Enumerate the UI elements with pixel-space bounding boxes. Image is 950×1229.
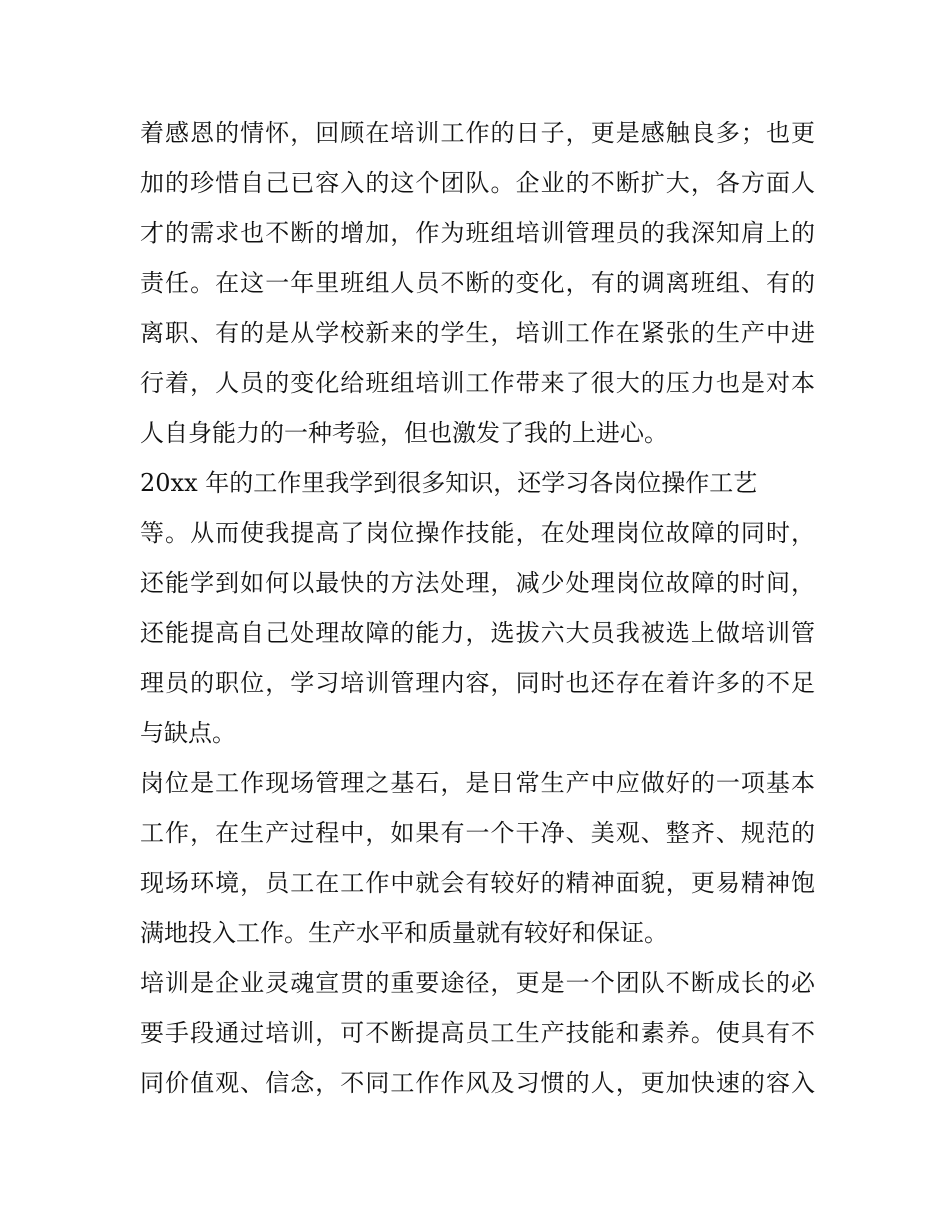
- text-line: 加的珍惜自己已容入的这个团队。企业的不断扩大，各方面人: [140, 169, 815, 197]
- text-line: 责任。在这一年里班组人员不断的变化，有的调离班组、有的: [140, 269, 815, 297]
- text-line: 现场环境，员工在工作中就会有较好的精神面貌，更易精神饱: [140, 869, 815, 897]
- text-line: 还能提高自己处理故障的能力，选拔六大员我被选上做培训管: [140, 619, 815, 647]
- text-line: 还能学到如何以最快的方法处理，减少处理岗位故障的时间，: [140, 569, 815, 597]
- text-line: 要手段通过培训，可不断提高员工生产技能和素养。使具有不: [140, 1019, 815, 1047]
- text-line: 培训是企业灵魂宣贯的重要途径，更是一个团队不断成长的必: [140, 969, 815, 997]
- text-line: 20xx 年的工作里我学到很多知识，还学习各岗位操作工艺: [140, 469, 758, 497]
- text-line: 理员的职位，学习培训管理内容，同时也还存在着许多的不足: [140, 669, 815, 697]
- text-line: 工作，在生产过程中，如果有一个干净、美观、整齐、规范的: [140, 819, 815, 847]
- text-line: 岗位是工作现场管理之基石，是日常生产中应做好的一项基本: [140, 769, 815, 797]
- text-line: 行着，人员的变化给班组培训工作带来了很大的压力也是对本: [140, 369, 815, 397]
- text-line: 人自身能力的一种考验，但也激发了我的上进心。: [140, 419, 668, 447]
- text-line: 等。从而使我提高了岗位操作技能，在处理岗位故障的同时，: [140, 519, 815, 547]
- document-body: [140, 108, 815, 1108]
- text-line: 同价值观、信念，不同工作作风及习惯的人，更加快速的容入: [140, 1069, 815, 1097]
- text-line: 满地投入工作。生产水平和质量就有较好和保证。: [140, 919, 668, 947]
- text-line: 才的需求也不断的增加，作为班组培训管理员的我深知肩上的: [140, 219, 815, 247]
- text-line: 离职、有的是从学校新来的学生，培训工作在紧张的生产中进: [140, 319, 815, 347]
- text-line: 着感恩的情怀，回顾在培训工作的日子，更是感触良多；也更: [140, 119, 815, 147]
- text-line: 与缺点。: [140, 719, 236, 747]
